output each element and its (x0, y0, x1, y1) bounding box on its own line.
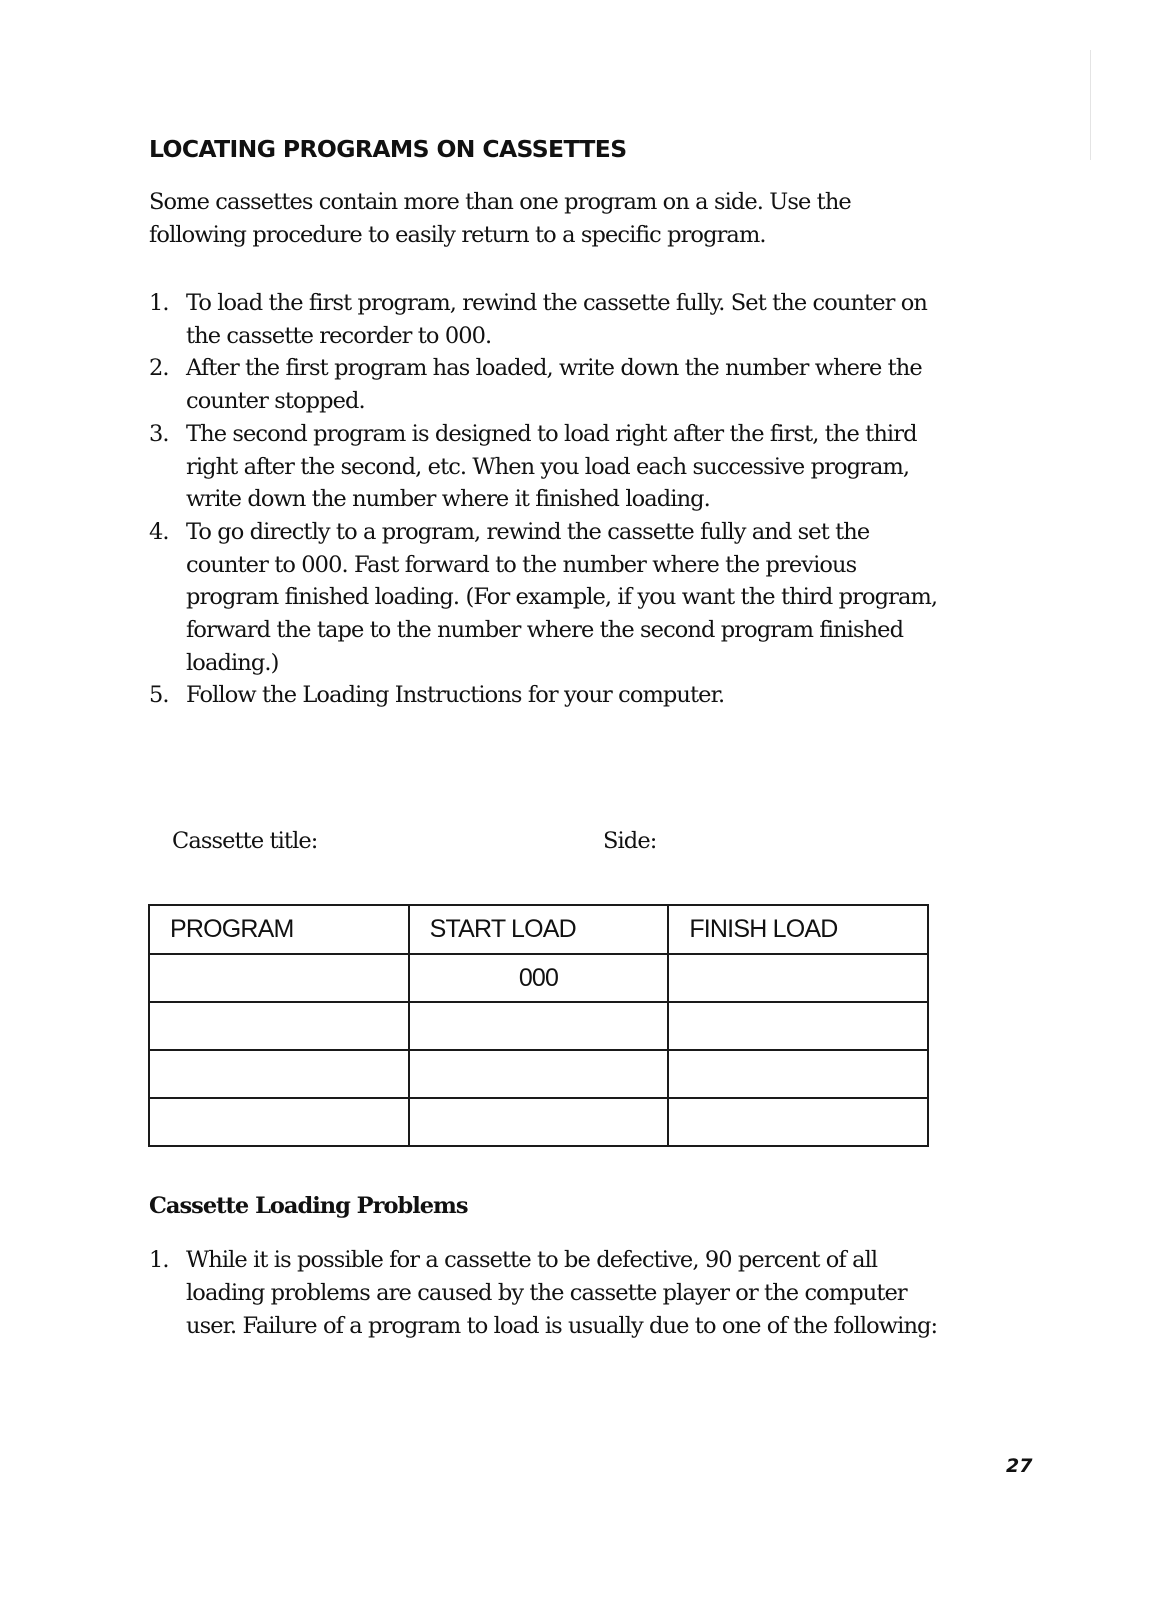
cell-start-load (409, 1050, 669, 1098)
problem-item (149, 1244, 939, 1343)
step-item (149, 418, 939, 516)
cell-finish-load (668, 1098, 928, 1146)
program-log-table (148, 904, 929, 1147)
problem-text: While it is possible for a cassette to be defective, 90 percent of all loading problems are caused by the cassette player or the computer user. Failure of a program to load is usually due to one of the following: (186, 1247, 938, 1339)
cell-program (149, 1002, 409, 1050)
step-text: The second program is designed to load right after the first, the third right after the second, etc. When you load each successive program, write down the number where it finished loading. (186, 420, 917, 513)
page-edge-artifact (1090, 50, 1091, 160)
section-heading: LOCATING PROGRAMS ON CASSETTES (149, 137, 627, 163)
cell-program (149, 1098, 409, 1146)
cell-finish-load (668, 1050, 928, 1098)
step-text: After the first program has loaded, write down the number where the counter stopped. (186, 355, 922, 415)
step-text: To load the first program, rewind the cassette fully. Set the counter on the cassette recorder to 000. (186, 290, 927, 349)
cassette-form-labels (172, 828, 872, 862)
step-number: 4. (149, 518, 169, 545)
side-label: Side: (603, 828, 657, 854)
table-header-row (149, 905, 928, 954)
cell-program (149, 954, 409, 1002)
step-number: 5. (149, 682, 169, 709)
step-number: 3. (149, 420, 169, 447)
step-number: 2. (149, 355, 169, 382)
problems-heading: Cassette Loading Problems (149, 1193, 468, 1219)
step-item (149, 679, 939, 712)
step-text: Follow the Loading Instructions for your computer. (186, 682, 725, 709)
step-item (149, 516, 939, 680)
cell-start-load (409, 1002, 669, 1050)
procedure-steps (149, 287, 939, 712)
header-program: PROGRAM (149, 905, 409, 954)
problem-number: 1. (149, 1247, 169, 1273)
cell-start-load (409, 1098, 669, 1146)
step-number: 1. (149, 290, 169, 316)
step-item (149, 287, 939, 352)
cell-finish-load (668, 954, 928, 1002)
table-row (149, 1050, 928, 1098)
cell-program (149, 1050, 409, 1098)
header-start-load: START LOAD (409, 905, 669, 954)
page-number: 27 (1006, 1455, 1033, 1477)
intro-paragraph: Some cassettes contain more than one program on a side. Use the following procedure to easily return to a specific program. (149, 189, 851, 248)
table-row (149, 954, 928, 1002)
table-row (149, 1098, 928, 1146)
cell-finish-load (668, 1002, 928, 1050)
step-item (149, 352, 939, 417)
table-row (149, 1002, 928, 1050)
problems-list (149, 1244, 939, 1343)
cassette-title-label: Cassette title: (172, 828, 318, 854)
header-finish-load: FINISH LOAD (668, 905, 928, 954)
step-text: To go directly to a program, rewind the cassette fully and set the counter to 000. Fast forward to the number where the previous program finished loading. (For example, if you want the third program, forward the tape to the number where the second program finished loading.) (186, 518, 938, 676)
cell-start-load: 000 (409, 954, 669, 1002)
